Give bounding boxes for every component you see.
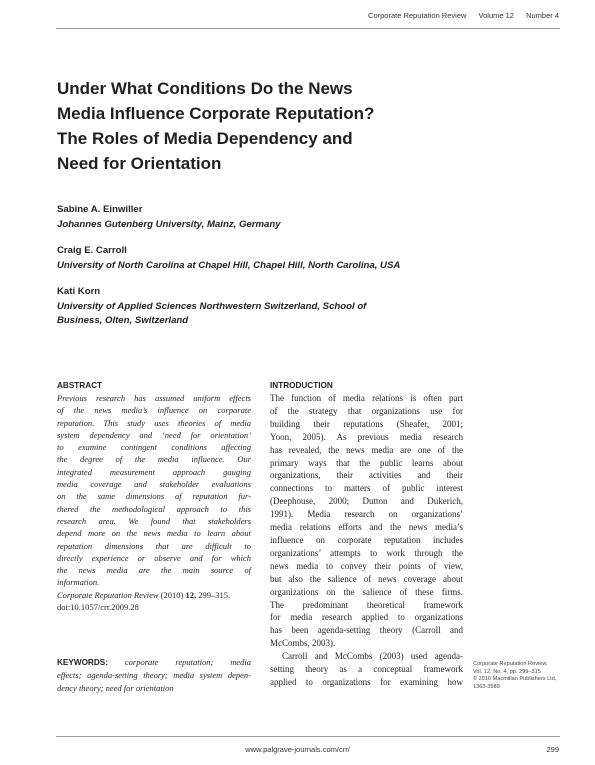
title-line: The Roles of Media Dependency and	[57, 129, 353, 148]
author-affiliation	[57, 300, 457, 328]
affiliation-line: University of Applied Sciences Northwestern Switzerland, School of	[57, 301, 367, 312]
author-name: Craig E. Carroll	[57, 245, 127, 256]
page-number: 299	[546, 745, 559, 754]
journal-url[interactable]: www.palgrave-journals.com/crr/	[245, 745, 350, 754]
author-affiliation	[57, 218, 457, 232]
publication-sidenote	[473, 661, 573, 691]
body-line: organizations on the salience of these firms.	[270, 586, 463, 597]
title-line: Need for Orientation	[57, 154, 222, 173]
sidenote-line: Corporate Reputation Review,	[473, 661, 548, 667]
abstract-line: research area. We found that stakeholders	[57, 515, 251, 526]
citation-volume: 12,	[185, 589, 197, 600]
body-line: The predominant theoretical framework	[270, 599, 463, 610]
body-line: applied to organizations for examining how	[270, 676, 463, 687]
article-title	[57, 76, 477, 176]
keywords-section	[57, 656, 251, 694]
body-line: media relations efforts and the news media’s	[270, 522, 463, 533]
keywords-line: effects; agenda-setting theory; media system depen-	[57, 670, 251, 681]
citation	[57, 589, 251, 614]
abstract-heading: ABSTRACT	[57, 381, 103, 390]
abstract-text	[57, 392, 251, 589]
header-divider	[56, 28, 560, 29]
abstract-line: media coverage and stakeholder evaluations	[57, 479, 251, 490]
introduction-text	[270, 392, 463, 689]
body-line: connections to matters of public interest	[270, 483, 463, 494]
body-line: building their reputations (Sheafer, 2001;	[270, 418, 463, 429]
citation-line	[57, 589, 251, 601]
abstract-line: of the news media’s influence on corporate	[57, 405, 251, 416]
sidenote-line: Vol. 12, No. 4, pp. 299–315	[473, 668, 541, 675]
body-line: for media research applied to organizations	[270, 612, 463, 623]
keywords-label: KEYWORDS:	[57, 658, 108, 667]
affiliation-line: University of North Carolina at Chapel Hill, Chapel Hill, North Carolina, USA	[57, 260, 401, 271]
body-line: has been agenda-setting theory (Carroll and	[270, 625, 463, 636]
abstract-line: system dependency and ‘need for orientation’	[57, 429, 251, 440]
introduction-heading: INTRODUCTION	[270, 381, 333, 390]
abstract-section	[57, 381, 251, 613]
abstract-line: reputation. This study uses theories of media	[57, 417, 251, 428]
abstract-line: reputation dimensions that are difficult to	[57, 540, 251, 551]
body-line: 1991). Media research on organizations’	[270, 509, 463, 520]
body-line: Yoon, 2005). As previous media research	[270, 431, 463, 442]
citation-year: (2010)	[160, 589, 184, 600]
body-line: setting theory as a conceptual framework	[270, 664, 463, 675]
abstract-line: to examine contingent conditions affecting	[57, 442, 251, 453]
title-line: Media Influence Corporate Reputation?	[57, 104, 375, 123]
affiliation-line: Business, Olten, Switzerland	[57, 315, 189, 326]
journal-name: Corporate Reputation Review	[368, 11, 467, 20]
citation-journal: Corporate Reputation Review	[57, 589, 159, 600]
sidenote-line: © 2010 Macmillan Publishers Ltd,	[473, 676, 557, 683]
affiliation-line: Johannes Gutenberg University, Mainz, Germany	[57, 219, 281, 230]
abstract-line: information.	[57, 577, 100, 588]
abstract-line: depend more on the news media to learn about	[57, 528, 251, 539]
keywords-line	[57, 656, 251, 669]
running-head	[368, 11, 559, 20]
volume: Volume 12	[478, 11, 514, 20]
citation-pages: 299–315.	[198, 589, 231, 600]
body-line: of the strategy that organizations use for	[270, 405, 463, 416]
body-line: (Deephouse, 2000; Dutton and Dukerich,	[270, 496, 463, 507]
sidenote-line: 1363-3589	[473, 683, 500, 690]
introduction-section	[270, 381, 463, 689]
abstract-line: directly experience or observe and for which	[57, 552, 251, 563]
abstract-line: Previous research has assumed uniform effects	[57, 393, 251, 403]
body-line: news media to convey their points of view,	[270, 560, 463, 571]
abstract-line: thered the methodological approach to this	[57, 503, 251, 514]
body-line: influence on corporate reputation includes	[270, 534, 463, 545]
body-line: has revealed, the news media are one of the	[270, 444, 463, 455]
keywords-line: dency theory; need for orientation	[57, 682, 174, 693]
body-line: The function of media relations is often part	[270, 393, 463, 403]
body-line: organizations, their activities and their	[270, 470, 463, 481]
abstract-line: on the same dimensions of reputation fur-	[57, 491, 251, 502]
author-name: Sabine A. Einwiller	[57, 204, 143, 215]
issue-number: Number 4	[526, 11, 559, 20]
doi-link[interactable]: doi:10.1057/crr.2009.28	[57, 602, 139, 613]
keywords-text: corporate reputation; media	[124, 657, 251, 667]
abstract-line: the degree of the media influence. Our	[57, 454, 251, 465]
author-affiliation	[57, 259, 457, 273]
author-name: Kati Korn	[57, 286, 101, 297]
body-line: organizations’ attempts to work through the	[270, 547, 463, 558]
body-line: McCombs, 2003).	[270, 638, 336, 649]
body-line: Carroll and McCombs (2003) used agenda-	[282, 651, 463, 662]
abstract-line: integrated measurement approach gauging	[57, 466, 251, 477]
title-line: Under What Conditions Do the News	[57, 79, 353, 98]
body-line: but also the salience of news coverage about	[270, 573, 463, 584]
footer-divider	[56, 736, 560, 737]
body-line: primary ways that the public learns about	[270, 457, 463, 468]
abstract-line: the news media are the main source of	[57, 565, 251, 576]
